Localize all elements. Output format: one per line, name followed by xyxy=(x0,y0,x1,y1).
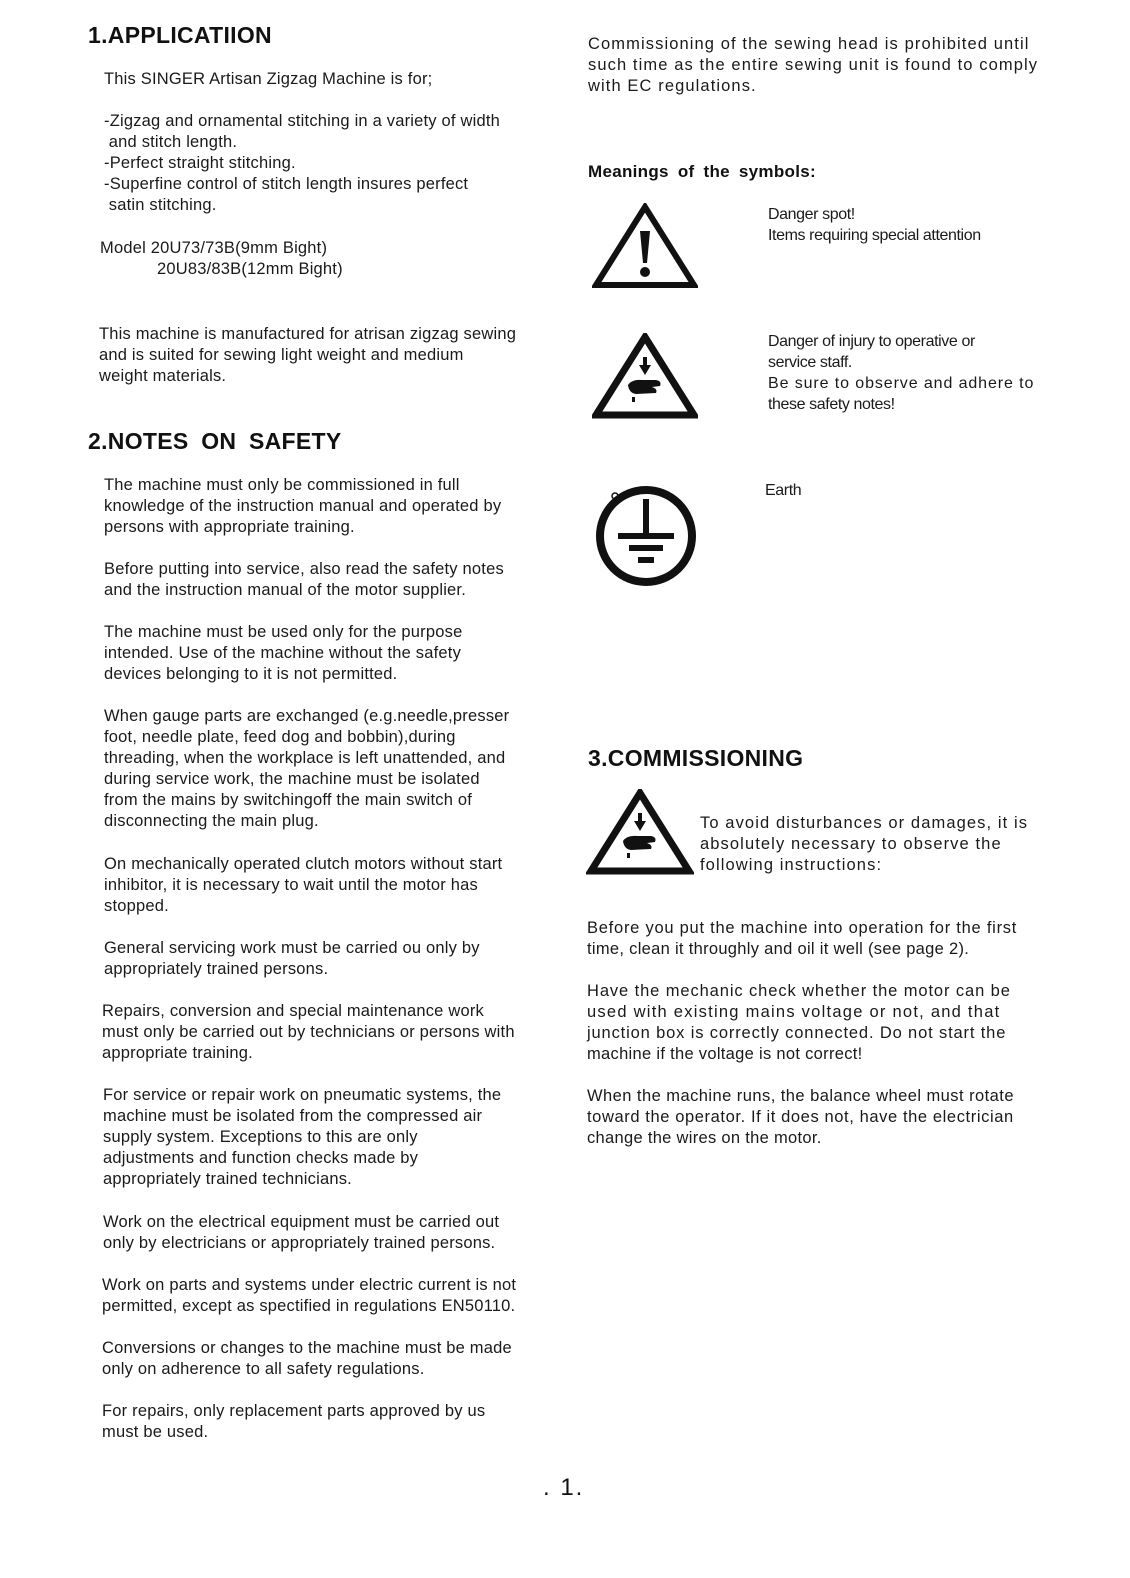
safety-paragraph xyxy=(104,622,462,685)
text-line: Work on the electrical equipment must be carried out xyxy=(103,1213,500,1231)
text-line: Be sure to observe and adhere to xyxy=(768,375,1035,392)
text-line: machine if the voltage is not correct! xyxy=(587,1045,863,1063)
text-line: absolutely necessary to observe the xyxy=(700,835,1002,853)
text-line: For repairs, only replacement parts approved by us xyxy=(102,1402,486,1420)
text-line: only by electricians or appropriately trained persons. xyxy=(103,1234,496,1252)
text-line: must only be carried out by technicians or persons with xyxy=(102,1023,515,1041)
commissioning-paragraph xyxy=(587,981,1011,1065)
hand-injury-warning-icon xyxy=(586,789,694,875)
model-list xyxy=(100,238,343,280)
text-line: Earth xyxy=(765,482,802,499)
safety-paragraph xyxy=(102,1275,516,1317)
earth-ground-icon xyxy=(593,483,699,589)
commissioning-warning xyxy=(700,813,1044,876)
text-line: appropriately trained technicians. xyxy=(103,1170,352,1188)
text-line: time, clean it throughly and oil it well (see page 2). xyxy=(587,940,970,958)
ec-regulation-note xyxy=(588,34,1038,97)
model-name: 20U83/83B(12mm Bight) xyxy=(157,260,343,278)
text-line: following instructions: xyxy=(700,856,883,874)
text-line: must be used. xyxy=(102,1423,209,1441)
safety-paragraph xyxy=(102,1001,515,1064)
text-line: from the mains by switchingoff the main switch of xyxy=(104,791,473,809)
feature-line: -Perfect straight stitching. xyxy=(104,154,296,172)
text-line: Before putting into service, also read the safety notes xyxy=(104,560,504,578)
feature-line: -Zigzag and ornamental stitching in a variety of width xyxy=(104,112,500,130)
model-label: Model xyxy=(100,239,146,257)
earth-text xyxy=(765,480,801,501)
text-line: disconnecting the main plug. xyxy=(104,812,319,830)
text-line: General servicing work must be carried ou only by xyxy=(104,939,480,957)
text-line: during service work, the machine must be isolated xyxy=(104,770,480,788)
text-line: stopped. xyxy=(104,897,169,915)
text-line: toward the operator. If it does not, have the electrician xyxy=(587,1108,1014,1126)
text-line: used with existing mains voltage or not, and that xyxy=(587,1003,1001,1021)
page-number: . 1. xyxy=(543,1474,585,1501)
text-line: change the wires on the motor. xyxy=(587,1129,822,1147)
application-intro: This SINGER Artisan Zigzag Machine is for; xyxy=(104,70,433,88)
text-line: such time as the entire sewing unit is found to comply xyxy=(588,56,1039,74)
safety-paragraph xyxy=(102,1401,485,1443)
feature-line: satin stitching. xyxy=(104,196,217,214)
text-line: devices belonging to it is not permitted. xyxy=(104,665,398,683)
commissioning-paragraph xyxy=(587,918,1017,960)
commissioning-paragraph xyxy=(587,1086,1014,1149)
text-line: This machine is manufactured for atrisan zigzag sewing xyxy=(99,325,517,343)
text-line: inhibitor, it is necessary to wait until the motor has xyxy=(104,876,478,894)
text-line: For service or repair work on pneumatic systems, the xyxy=(103,1086,502,1104)
text-line: Repairs, conversion and special maintenance work xyxy=(102,1002,484,1020)
hand-injury-warning-icon xyxy=(592,333,698,419)
warning-exclamation-icon xyxy=(592,203,698,289)
symbols-heading: Meanings of the symbols: xyxy=(588,162,816,181)
text-line: service staff. xyxy=(768,354,852,371)
text-line: foot, needle plate, feed dog and bobbin),during xyxy=(104,728,456,746)
text-line: machine must be isolated from the compressed air xyxy=(103,1107,483,1125)
text-line: weight materials. xyxy=(99,367,227,385)
feature-line: and stitch length. xyxy=(104,133,238,151)
commissioning-heading: 3.COMMISSIONING xyxy=(588,745,804,771)
text-line: only on adherence to all safety regulations. xyxy=(102,1360,425,1378)
model-name: 20U73/73B(9mm Bight) xyxy=(150,239,328,257)
safety-paragraph xyxy=(104,706,509,832)
text-line: persons with appropriate training. xyxy=(104,518,355,536)
safety-paragraph xyxy=(104,938,480,980)
text-line: Work on parts and systems under electric current is not xyxy=(102,1276,517,1294)
text-line: intended. Use of the machine without the safety xyxy=(104,644,462,662)
text-line: Items requiring special attention xyxy=(768,227,981,244)
text-line: To avoid disturbances or damages, it is xyxy=(700,814,1029,832)
safety-paragraph xyxy=(104,559,504,601)
text-line: Have the mechanic check whether the motor can be xyxy=(587,982,1011,1000)
safety-paragraph xyxy=(103,1212,499,1254)
text-line: permitted, except as spectified in regulations EN50110. xyxy=(102,1297,516,1315)
text-line: junction box is correctly connected. Do not start the xyxy=(587,1024,1007,1042)
text-line: When gauge parts are exchanged (e.g.needle,presser xyxy=(104,707,510,725)
text-line: these safety notes! xyxy=(768,396,895,413)
feature-line: -Superfine control of stitch length insures perfect xyxy=(104,175,469,193)
text-line: and the instruction manual of the motor supplier. xyxy=(104,581,467,599)
safety-paragraph xyxy=(103,1085,501,1190)
text-line: Commissioning of the sewing head is prohibited until xyxy=(588,35,1030,53)
text-line: Danger of injury to operative or xyxy=(768,333,975,350)
model-line xyxy=(100,238,343,259)
text-line: and is suited for sewing light weight and medium xyxy=(99,346,464,364)
safety-paragraph xyxy=(102,1338,512,1380)
application-features xyxy=(104,111,500,216)
safety-paragraph xyxy=(104,475,501,538)
text-line: Conversions or changes to the machine must be made xyxy=(102,1339,512,1357)
safety-paragraph xyxy=(104,854,502,917)
text-line: Before you put the machine into operation for the first xyxy=(587,919,1018,937)
application-heading: 1.APPLICATIION xyxy=(88,22,272,48)
application-description xyxy=(99,324,516,387)
text-line: knowledge of the instruction manual and operated by xyxy=(104,497,502,515)
text-line: Danger spot! xyxy=(768,206,855,223)
text-line: threading, when the workplace is left unattended, and xyxy=(104,749,506,767)
injury-warning-text xyxy=(768,331,1034,415)
text-line: supply system. Exceptions to this are only xyxy=(103,1128,418,1146)
text-line: with EC regulations. xyxy=(588,77,757,95)
text-line: The machine must only be commissioned in full xyxy=(104,476,460,494)
text-line: The machine must be used only for the purpose xyxy=(104,623,463,641)
safety-heading: 2.NOTES ON SAFETY xyxy=(88,428,342,454)
text-line: On mechanically operated clutch motors without start xyxy=(104,855,503,873)
text-line: appropriately trained persons. xyxy=(104,960,329,978)
danger-spot-text xyxy=(768,204,981,246)
text-line: adjustments and function checks made by xyxy=(103,1149,419,1167)
text-line: When the machine runs, the balance wheel must rotate xyxy=(587,1087,1014,1105)
text-line: appropriate training. xyxy=(102,1044,253,1062)
